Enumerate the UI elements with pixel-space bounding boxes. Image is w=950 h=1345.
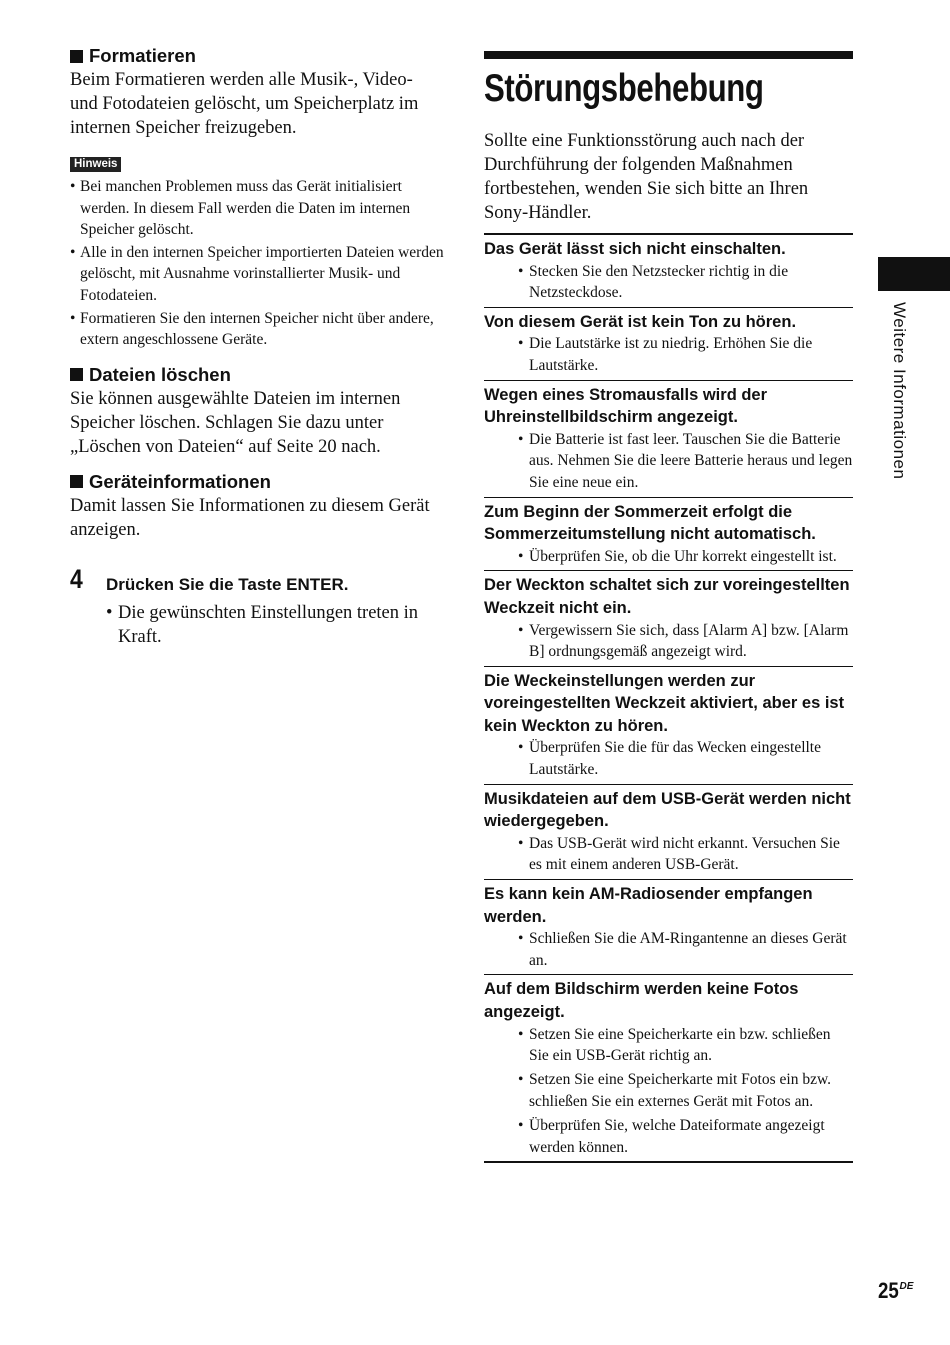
dateien-loeschen-text: Sie können ausgewählte Dateien im internen Speicher löschen. Schlagen Sie dazu unter „Löschen von Dateien“ auf Seite 20 nach. <box>70 388 401 457</box>
remedy-list <box>484 333 853 376</box>
heading-text: Geräteinformationen <box>89 470 271 492</box>
geraeteinformationen-text: Damit lassen Sie Informationen zu diesem Gerät anzeigen. <box>70 495 430 540</box>
step-title: Drücken Sie die Taste ENTER. <box>106 575 349 594</box>
heading-text: Dateien löschen <box>89 363 231 385</box>
formatieren-text: Beim Formatieren werden alle Musik-, Video- und Fotodateien gelöscht, um Speicherplatz im internen Speicher freizugeben. <box>70 70 419 138</box>
heading-text: Formatieren <box>89 45 196 66</box>
problem-title: Von diesem Gerät ist kein Ton zu hören. <box>484 312 797 331</box>
remedy-item: • Das USB-Gerät wird nicht erkannt. Versuchen Sie es mit einem anderen USB-Gerät. <box>518 833 853 876</box>
problem-item <box>484 571 853 666</box>
page-number-suffix: DE <box>899 1281 914 1292</box>
note-item: • Bei manchen Problemen muss das Gerät initialisiert werden. In diesem Fall werden die Daten im internen Speicher gelöscht. <box>70 176 445 241</box>
remedy-item: • Vergewissern Sie sich, dass [Alarm A] bzw. [Alarm B] ordnungsgemäß angezeigt wird. <box>518 620 853 663</box>
problem-item <box>484 667 853 785</box>
remedy-list <box>484 928 853 971</box>
remedy-list <box>484 429 853 494</box>
problem-item <box>484 235 853 308</box>
remedy-item: • Setzen Sie eine Speicherkarte mit Fotos ein bzw. schließen Sie ein externes Gerät mit Fotos an. <box>518 1069 853 1112</box>
square-bullet-icon <box>70 368 83 381</box>
left-column <box>70 44 445 542</box>
intro-text: Sollte eine Funktionsstörung auch nach der Durchführung der folgenden Maßnahmen fortbestehen, wenden Sie sich bitte an Ihren Sony-Händler. <box>484 131 809 223</box>
section-heading-geraeteinformationen <box>70 470 445 494</box>
section-heading-formatieren <box>70 44 445 68</box>
hinweis-badge: Hinweis <box>70 157 121 172</box>
side-tab-label: Weitere Informationen <box>890 302 909 480</box>
remedy-item: • Setzen Sie eine Speicherkarte ein bzw. schließen Sie ein USB-Gerät richtig an. <box>518 1024 853 1067</box>
problem-title: Zum Beginn der Sommerzeit erfolgt die Sommerzeitumstellung nicht automatisch. <box>484 502 816 544</box>
problem-title: Es kann kein AM-Radiosender empfangen werden. <box>484 885 813 926</box>
step-number: 4 <box>70 564 83 594</box>
problem-item <box>484 880 853 975</box>
hinweis-notes <box>70 176 445 351</box>
problem-title: Auf dem Bildschirm werden keine Fotos angezeigt. <box>484 980 799 1021</box>
remedy-item: • Überprüfen Sie, welche Dateiformate angezeigt werden können. <box>518 1115 853 1158</box>
right-column <box>484 51 853 1163</box>
problem-title: Das Gerät lässt sich nicht einschalten. <box>484 240 786 258</box>
remedy-list <box>484 737 853 780</box>
remedy-item: • Die Lautstärke ist zu niedrig. Erhöhen Sie die Lautstärke. <box>518 333 853 376</box>
problem-item <box>484 308 853 381</box>
problem-title: Wegen eines Stromausfalls wird der Uhreinstellbildschirm angezeigt. <box>484 385 768 427</box>
square-bullet-icon <box>70 50 83 63</box>
remedy-item: • Überprüfen Sie, ob die Uhr korrekt eingestellt ist. <box>518 546 853 568</box>
problem-item <box>484 498 853 572</box>
remedy-item: • Die Batterie ist fast leer. Tauschen Sie die Batterie aus. Nehmen Sie die leere Batterie heraus und legen Sie eine neue ein. <box>518 429 853 494</box>
page-number-value: 25 <box>878 1278 899 1303</box>
remedy-list <box>484 620 853 663</box>
note-item: • Formatieren Sie den internen Speicher nicht über andere, extern angeschlossene Geräte. <box>70 308 445 351</box>
side-tab-marker <box>878 257 950 291</box>
page-number <box>878 1278 913 1304</box>
remedy-item: • Überprüfen Sie die für das Wecken eingestellte Lautstärke. <box>518 737 853 780</box>
problem-title: Der Weckton schaltet sich zur voreingestellten Weckzeit nicht ein. <box>484 576 850 617</box>
step-bullet: • Die gewünschten Einstellungen treten in Kraft. <box>106 601 441 649</box>
title-rule <box>484 51 853 59</box>
remedy-item: • Stecken Sie den Netzstecker richtig in die Netzsteckdose. <box>518 261 853 304</box>
remedy-list <box>484 261 853 304</box>
troubleshooting-list <box>484 233 853 1163</box>
remedy-list <box>484 833 853 876</box>
problem-item <box>484 785 853 880</box>
note-item: • Alle in den internen Speicher importierten Dateien werden gelöscht, mit Ausnahme vorinstallierter Musik- und Fotodateien. <box>70 242 445 307</box>
section-heading-dateien-loeschen <box>70 363 445 387</box>
problem-title: Musikdateien auf dem USB-Gerät werden nicht wiedergegeben. <box>484 789 851 831</box>
page-title: Störungsbehebung <box>484 67 764 110</box>
remedy-list <box>484 1024 853 1159</box>
problem-item <box>484 381 853 498</box>
remedy-list <box>484 546 853 568</box>
remedy-item: • Schließen Sie die AM-Ringantenne an dieses Gerät an. <box>518 928 853 971</box>
problem-item <box>484 975 853 1163</box>
square-bullet-icon <box>70 475 83 488</box>
problem-title: Die Weckeinstellungen werden zur voreingestellten Weckzeit aktiviert, aber es ist kein Weckton zu hören. <box>484 671 845 735</box>
